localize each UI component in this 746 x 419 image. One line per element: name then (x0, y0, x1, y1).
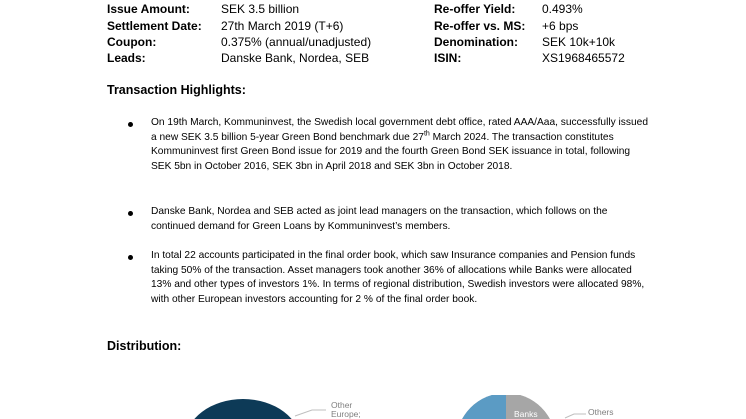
reoffer-vs-ms-value: +6 bps (542, 19, 579, 33)
highlight-bullet-1-text-b: March 2024. The transaction constitutes Kommuninvest first Green Bond issue for 2019 and the fourth Green Bond SEK issuance in total, following SEK 5bn in October 2016, SEK 3bn in April 2018 and SEK 3bn in October 2018. (151, 131, 631, 172)
pie-right-label-others: Others (588, 407, 614, 417)
key-terms (0, 0, 746, 70)
pie-left-label-other-europe-2: Europe; (331, 409, 361, 419)
reoffer-vs-ms-label: Re-offer vs. MS: (434, 19, 526, 33)
highlight-bullet-3: In total 22 accounts participated in the final order book, which saw Insurance companies and Pension funds taking 50% of the transaction. Asset managers took another 36% of allocations while Banks were allocated 13% and other types of investors 1%. In terms of regional distribution, Swedish investors were allocated 98%, with other European investors accounting for 2 % of the final order book. (151, 250, 645, 305)
isin-label: ISIN: (434, 51, 462, 65)
issue-amount-label: Issue Amount: (107, 2, 190, 16)
denomination-label: Denomination: (434, 35, 518, 49)
settlement-date-value: 27th March 2019 (T+6) (221, 19, 344, 33)
distribution-charts (0, 395, 746, 419)
pie-left-leader-line (295, 410, 326, 416)
bullet-icon (128, 255, 133, 260)
settlement-date-label: Settlement Date: (107, 19, 202, 33)
pie-right-leader-line (565, 414, 586, 418)
distribution-title: Distribution: (107, 339, 182, 353)
pie-left-slice-sweden (185, 399, 301, 419)
bullet-icon (128, 122, 133, 127)
distribution-pies-svg (0, 395, 746, 419)
reoffer-yield-label: Re-offer Yield: (434, 2, 516, 16)
isin-value: XS1968465572 (542, 51, 625, 65)
highlight-bullet-1-text-a: On 19th March, Kommuninvest, the Swedish local government debt office, rated AAA/Aaa, successfully issued a new SEK 3.5 billion 5-year Green Bond benchmark due 27 (151, 117, 648, 143)
coupon-label: Coupon: (107, 35, 157, 49)
pie-left-label-other-europe-1: Other (331, 400, 353, 410)
pie-right-slice-asset-managers (456, 395, 506, 419)
bullet-icon (128, 211, 133, 216)
highlight-bullet-1-sup: th (423, 130, 430, 138)
leads-label: Leads: (107, 51, 146, 65)
transaction-highlights-title: Transaction Highlights: (107, 83, 246, 97)
leads-value: Danske Bank, Nordea, SEB (221, 51, 370, 65)
coupon-value: 0.375% (annual/unadjusted) (221, 35, 372, 49)
pie-right-label-banks: Banks (514, 409, 538, 419)
issue-amount-value: SEK 3.5 billion (221, 2, 300, 16)
denomination-value: SEK 10k+10k (542, 35, 616, 49)
highlight-bullet-1 (151, 116, 651, 174)
reoffer-yield-value: 0.493% (542, 2, 583, 16)
highlight-bullet-2: Danske Bank, Nordea and SEB acted as joint lead managers on the transaction, which follows on the continued demand for Green Loans by Kommuninvest’s members. (151, 206, 608, 232)
